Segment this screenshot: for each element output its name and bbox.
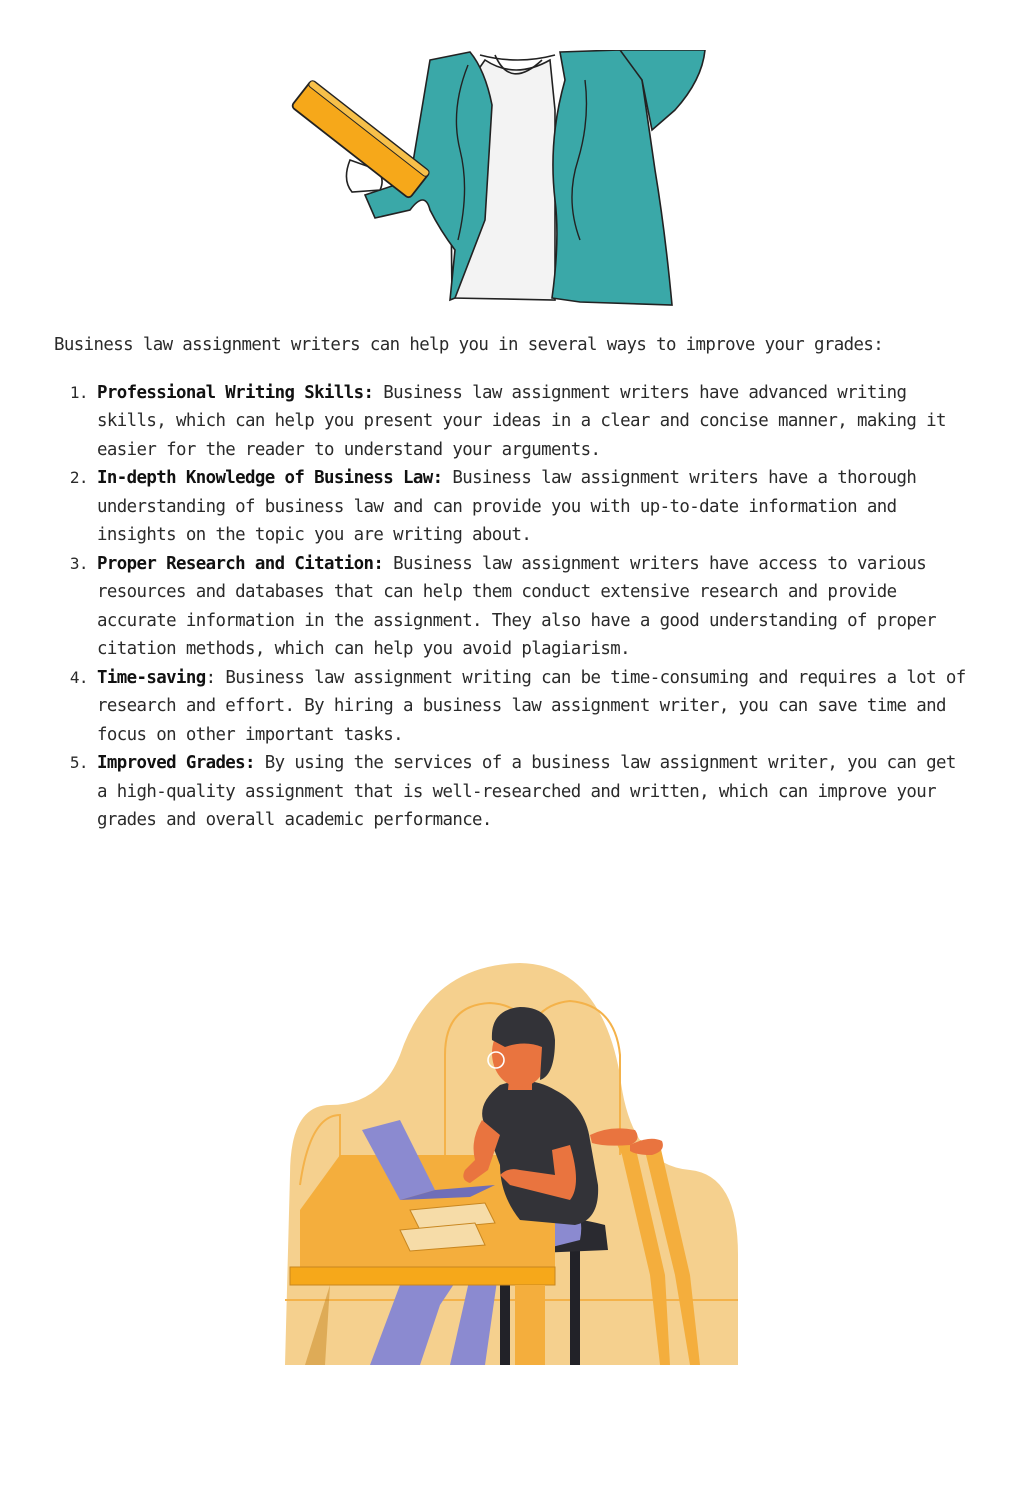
person-holding-tablet-illustration [280, 50, 720, 312]
list-item [97, 379, 969, 465]
list-item [97, 664, 969, 750]
benefit-text: : Business law assignment writing can be time-consuming and requires a lot of research and effort. By hiring a business law assignment writer, you can save time and focus on other important tasks. [97, 667, 966, 745]
benefit-text: Business law assignment writers have access to various resources and databases that can help them conduct extensive research and provide accurate information in the assignment. They also have a good understanding of proper citation methods, which can help you avoid plagiarism. [97, 553, 936, 659]
collar-shape [480, 55, 555, 60]
benefit-text: Business law assignment writers have a thorough understanding of business law and can provide you with up-to-date information and insights on the topic you are writing about. [97, 468, 917, 545]
intro-paragraph: Business law assignment writers can help you in several ways to improve your grades: [54, 335, 884, 355]
article-body [54, 331, 969, 835]
benefit-term: In-depth Knowledge of Business Law: [97, 468, 443, 488]
benefit-term: Professional Writing Skills: [97, 382, 374, 403]
list-item [97, 550, 969, 664]
benefit-text: Business law assignment writers have advanced writing skills, which can help you present your ideas in a clear and concise manner, making it easier for the reader to understand your arguments. [97, 382, 946, 460]
benefit-term: Proper Research and Citation: [97, 553, 384, 574]
benefits-list [54, 379, 969, 835]
person-at-laptop-illustration [270, 955, 750, 1375]
benefit-term: Improved Grades: [97, 753, 255, 773]
benefit-text: By using the services of a business law assignment writer, you can get a high-quality assignment that is well-researched and written, which can improve your grades and overall academic performance. [97, 753, 956, 830]
benefit-term: Time-saving [97, 667, 206, 688]
list-item [97, 749, 969, 835]
list-item [97, 464, 969, 550]
